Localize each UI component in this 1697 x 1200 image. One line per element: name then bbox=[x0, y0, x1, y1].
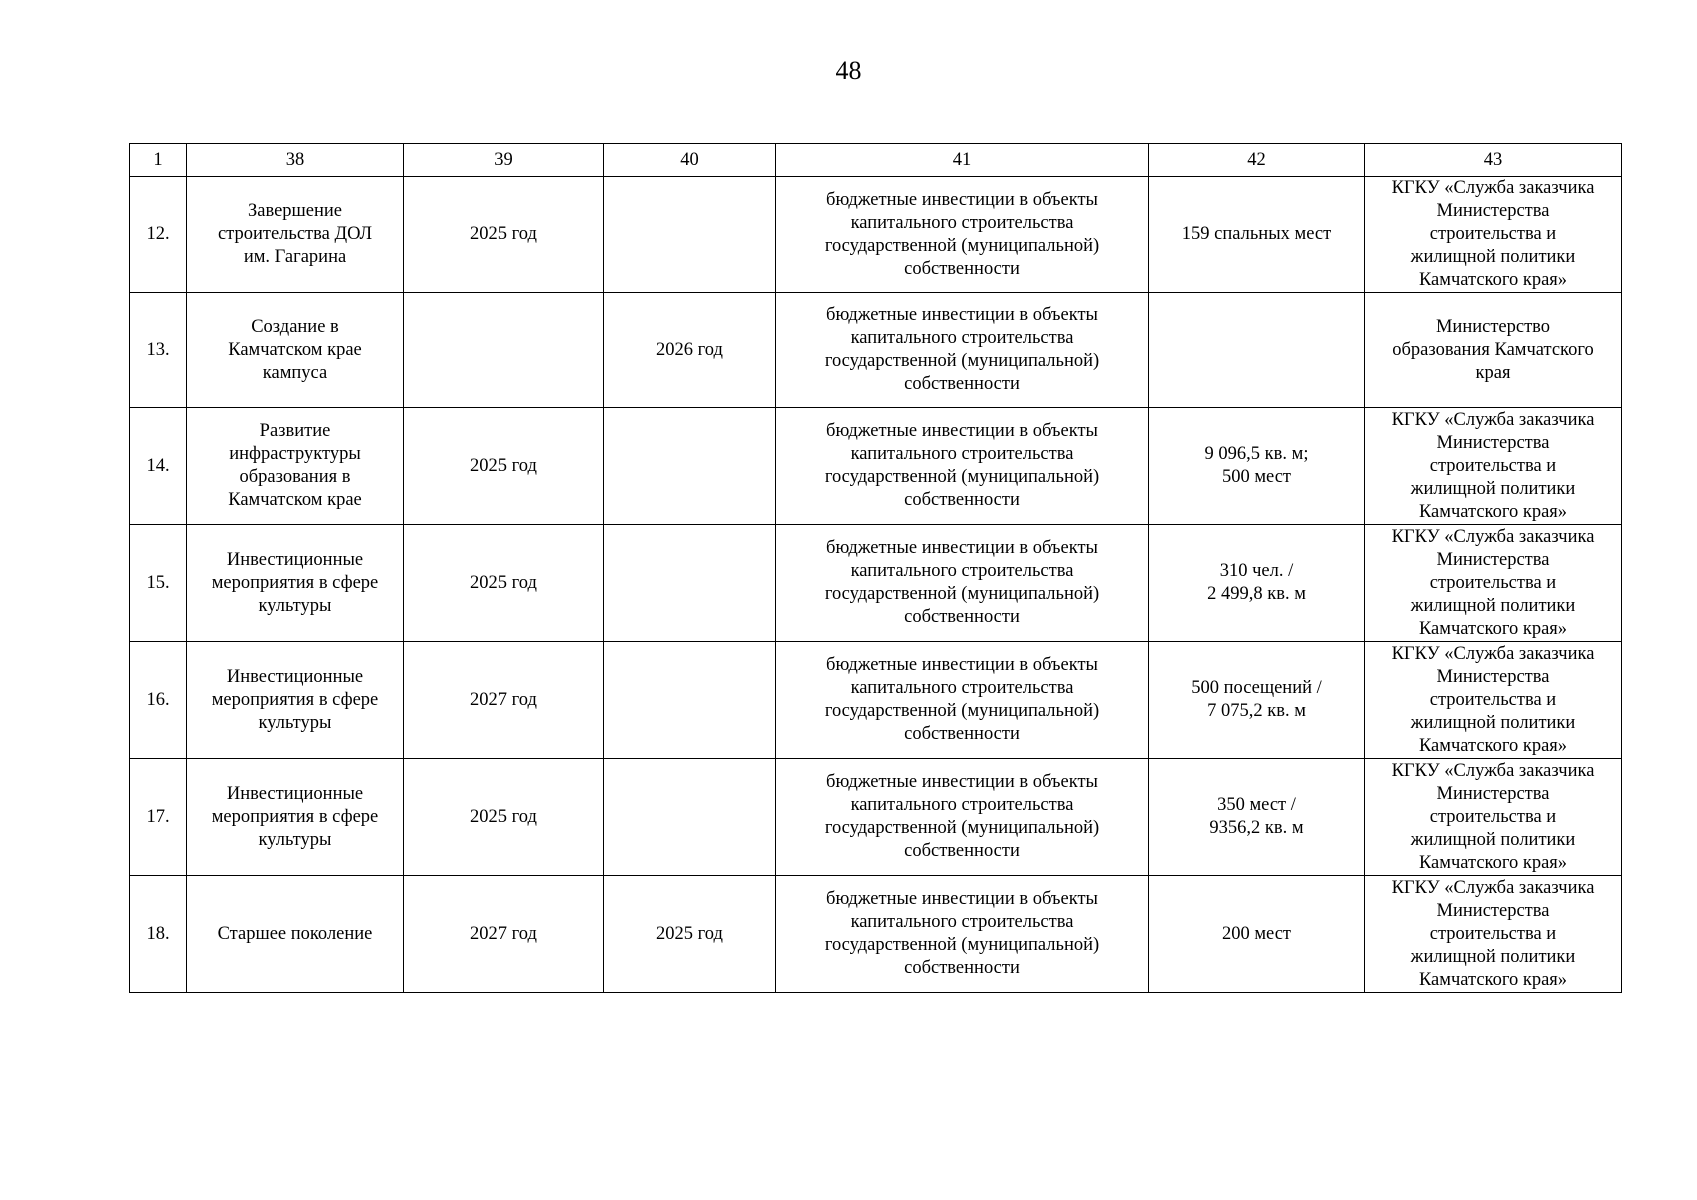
event-name: Инвестиционные мероприятия в сфере культуры bbox=[187, 642, 404, 759]
header-cell-41: 41 bbox=[776, 144, 1149, 177]
year-col-39 bbox=[404, 293, 604, 408]
capacity: 350 мест / 9356,2 кв. м bbox=[1149, 759, 1365, 876]
event-name: Создание в Камчатском крае кампуса bbox=[187, 293, 404, 408]
event-name: Развитие инфраструктуры образования в Камчатском крае bbox=[187, 408, 404, 525]
capacity: 9 096,5 кв. м; 500 мест bbox=[1149, 408, 1365, 525]
event-name: Инвестиционные мероприятия в сфере культуры bbox=[187, 759, 404, 876]
table-header bbox=[130, 144, 1622, 177]
year-col-40 bbox=[604, 177, 776, 293]
table-row bbox=[130, 876, 1622, 993]
funding-type: бюджетные инвестиции в объекты капитального строительства государственной (муниципальной) собственности bbox=[776, 177, 1149, 293]
event-name: Старшее поколение bbox=[187, 876, 404, 993]
year-col-40 bbox=[604, 642, 776, 759]
responsible-org: КГКУ «Служба заказчика Министерства строительства и жилищной политики Камчатского края» bbox=[1365, 177, 1622, 293]
funding-type: бюджетные инвестиции в объекты капитального строительства государственной (муниципальной) собственности bbox=[776, 408, 1149, 525]
table-row bbox=[130, 525, 1622, 642]
event-name: Инвестиционные мероприятия в сфере культуры bbox=[187, 525, 404, 642]
row-number: 13. bbox=[130, 293, 187, 408]
year-col-39: 2025 год bbox=[404, 177, 604, 293]
investment-table bbox=[129, 143, 1622, 993]
funding-type: бюджетные инвестиции в объекты капитального строительства государственной (муниципальной) собственности bbox=[776, 293, 1149, 408]
year-col-40 bbox=[604, 525, 776, 642]
year-col-40 bbox=[604, 759, 776, 876]
event-name: Завершение строительства ДОЛ им. Гагарина bbox=[187, 177, 404, 293]
header-cell-39: 39 bbox=[404, 144, 604, 177]
row-number: 12. bbox=[130, 177, 187, 293]
year-col-40: 2026 год bbox=[604, 293, 776, 408]
funding-type: бюджетные инвестиции в объекты капитального строительства государственной (муниципальной) собственности bbox=[776, 876, 1149, 993]
funding-type: бюджетные инвестиции в объекты капитального строительства государственной (муниципальной) собственности bbox=[776, 642, 1149, 759]
header-cell-1: 1 bbox=[130, 144, 187, 177]
responsible-org: КГКУ «Служба заказчика Министерства строительства и жилищной политики Камчатского края» bbox=[1365, 525, 1622, 642]
row-number: 14. bbox=[130, 408, 187, 525]
table-row bbox=[130, 759, 1622, 876]
capacity bbox=[1149, 293, 1365, 408]
table-row bbox=[130, 408, 1622, 525]
header-cell-40: 40 bbox=[604, 144, 776, 177]
responsible-org: КГКУ «Служба заказчика Министерства строительства и жилищной политики Камчатского края» bbox=[1365, 759, 1622, 876]
capacity: 500 посещений / 7 075,2 кв. м bbox=[1149, 642, 1365, 759]
year-col-39: 2027 год bbox=[404, 642, 604, 759]
year-col-39: 2025 год bbox=[404, 525, 604, 642]
header-cell-43: 43 bbox=[1365, 144, 1622, 177]
year-col-39: 2025 год bbox=[404, 759, 604, 876]
responsible-org: КГКУ «Служба заказчика Министерства строительства и жилищной политики Камчатского края» bbox=[1365, 876, 1622, 993]
row-number: 18. bbox=[130, 876, 187, 993]
header-cell-38: 38 bbox=[187, 144, 404, 177]
year-col-39: 2027 год bbox=[404, 876, 604, 993]
responsible-org: Министерство образования Камчатского края bbox=[1365, 293, 1622, 408]
funding-type: бюджетные инвестиции в объекты капитального строительства государственной (муниципальной) собственности bbox=[776, 525, 1149, 642]
year-col-40: 2025 год bbox=[604, 876, 776, 993]
funding-type: бюджетные инвестиции в объекты капитального строительства государственной (муниципальной) собственности bbox=[776, 759, 1149, 876]
capacity: 200 мест bbox=[1149, 876, 1365, 993]
table-body bbox=[130, 177, 1622, 993]
page-number: 48 bbox=[835, 56, 862, 85]
row-number: 16. bbox=[130, 642, 187, 759]
responsible-org: КГКУ «Служба заказчика Министерства строительства и жилищной политики Камчатского края» bbox=[1365, 642, 1622, 759]
capacity: 310 чел. / 2 499,8 кв. м bbox=[1149, 525, 1365, 642]
row-number: 17. bbox=[130, 759, 187, 876]
responsible-org: КГКУ «Служба заказчика Министерства строительства и жилищной политики Камчатского края» bbox=[1365, 408, 1622, 525]
table-row bbox=[130, 293, 1622, 408]
row-number: 15. bbox=[130, 525, 187, 642]
table-row bbox=[130, 177, 1622, 293]
header-row bbox=[130, 144, 1622, 177]
year-col-40 bbox=[604, 408, 776, 525]
table-row bbox=[130, 642, 1622, 759]
header-cell-42: 42 bbox=[1149, 144, 1365, 177]
capacity: 159 спальных мест bbox=[1149, 177, 1365, 293]
year-col-39: 2025 год bbox=[404, 408, 604, 525]
